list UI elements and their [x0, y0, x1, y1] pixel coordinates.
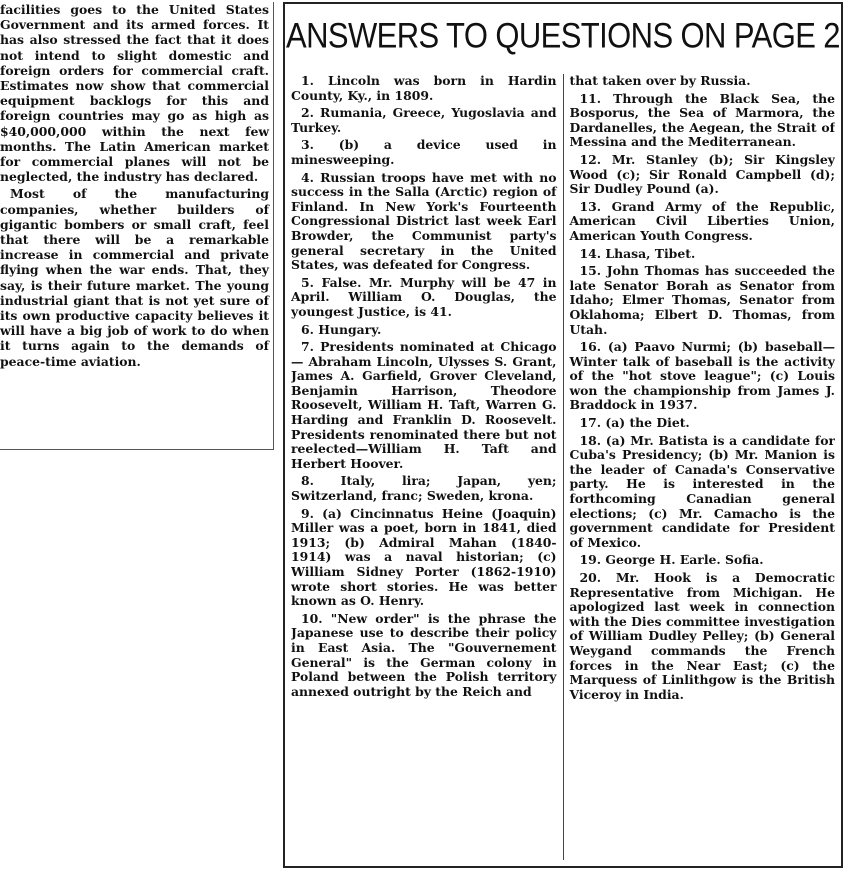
- answer-item: 13. Grand Army of the Republic, American Civil Liberties Union, American Youth Congress.: [569, 198, 835, 243]
- answer-item: 11. Through the Black Sea, the Bosporus, the Sea of Marmora, the Dardanelles, the Aegean, the Strait of Messina and the Mediterranean.: [569, 90, 835, 150]
- answer-item: 3. (b) a device used in minesweeping.: [291, 137, 557, 167]
- answer-item: 1. Lincoln was born in Hardin County, Ky., in 1809.: [291, 74, 557, 103]
- answer-item: 6. Hungary.: [301, 321, 382, 337]
- article-column-left: [0, 2, 274, 450]
- answers-column-2: [564, 74, 836, 860]
- answers-columns: [291, 74, 835, 860]
- answer-item: 7. Presidents nominated at Chicago — Abraham Lincoln, Ulysses S. Grant, James A. Garfield, Grover Cleveland, Benjamin Harrison, Theodore Roosevelt, William H. Taft, Warren G. Harding and Franklin D. Roosevelt. Presidents renominated there but not reelected—William H. Taft and Herbert Hoover.: [291, 339, 557, 471]
- answers-box: [283, 2, 843, 868]
- answer-continuation: that taken over by Russia.: [569, 74, 751, 88]
- answers-column-1: [291, 74, 564, 860]
- answer-item: 19. George H. Earle. Sofia.: [579, 552, 764, 568]
- answer-item: 9. (a) Cincinnatus Heine (Joaquin) Miller was a poet, born in 1841, died 1913; (b) Admiral Mahan (1840-1914) was a naval historian; (c) William Sidney Porter (1862-1910) wrote short stories. He was better known as O. Henry.: [291, 505, 557, 609]
- answer-item: 14. Lhasa, Tibet.: [579, 245, 696, 261]
- answer-item: 16. (a) Paavo Nurmi; (b) baseball—Winter talk of baseball is the activity of the "hot stove league"; (c) Louis won the championship from James J. Braddock in 1937.: [569, 339, 835, 413]
- answer-item: 18. (a) Mr. Batista is a candidate for Cuba's Presidency; (b) Mr. Manion is the leader of Canada's Conservative party. He is interested in the forthcoming Canadian general elections; (c) Mr. Camacho is the government candidate for President of Mexico.: [569, 432, 835, 550]
- answer-item: 10. "New order" is the phrase the Japanese use to describe their policy in East Asia. The "Gouvernement General" is the German colony in Poland between the Polish territory annexed outright by the Reich and: [291, 610, 557, 699]
- answer-item: 15. John Thomas has succeeded the late Senator Borah as Senator from Idaho; Elmer Thomas, Senator from Oklahoma; Elbert D. Thomas, from Utah.: [569, 263, 835, 337]
- answer-item: 5. False. Mr. Murphy will be 47 in April. William O. Douglas, the youngest Justice, is 41.: [291, 274, 557, 319]
- answer-item: 4. Russian troops have met with no success in the Salla (Arctic) region of Finland. In New York's Fourteenth Congressional District last week Earl Browder, the Communist party's general secretary in the United States, was defeated for Congress.: [291, 169, 557, 273]
- answer-item: 12. Mr. Stanley (b); Sir Kingsley Wood (c); Sir Ronald Campbell (d); Sir Dudley Pound (a).: [569, 151, 835, 197]
- answer-item: 8. Italy, lira; Japan, yen; Switzerland, franc; Sweden, krona.: [291, 473, 557, 504]
- answer-item: 17. (a) the Diet.: [579, 415, 690, 431]
- answer-item: 20. Mr. Hook is a Democratic Representative from Michigan. He apologized last week in connection with the Dies committee investigation of William Dudley Pelley; (b) General Weygand commands the French forces in the Near East; (c) the Marquess of Linlithgow is the British Viceroy in India.: [569, 570, 835, 702]
- answer-item: 2. Rumania, Greece, Yugoslavia and Turkey.: [291, 105, 557, 135]
- answers-title: ANSWERS TO QUESTIONS ON PAGE 2: [286, 15, 840, 56]
- article-paragraph: Most of the manufacturing companies, whether builders of gigantic bombers or small craft, feel that there will be a remarkable increase in commercial and private flying when the war ends. That, they say, is their future market. The young industrial giant that is not yet sure of its own productive capacity believes it will have a big job of work to do when it turns again to the demands of peace-time aviation.: [0, 186, 269, 369]
- article-paragraph: facilities goes to the United States Government and its armed forces. It has also stressed the fact that it does not intend to slight domestic and foreign orders for commercial craft. Estimates now show that commercial equipment backlogs for this and foreign countries may go as high as $40,000,000 within the next few months. The Latin American market for commercial planes will not be neglected, the industry has declared.: [0, 2, 269, 185]
